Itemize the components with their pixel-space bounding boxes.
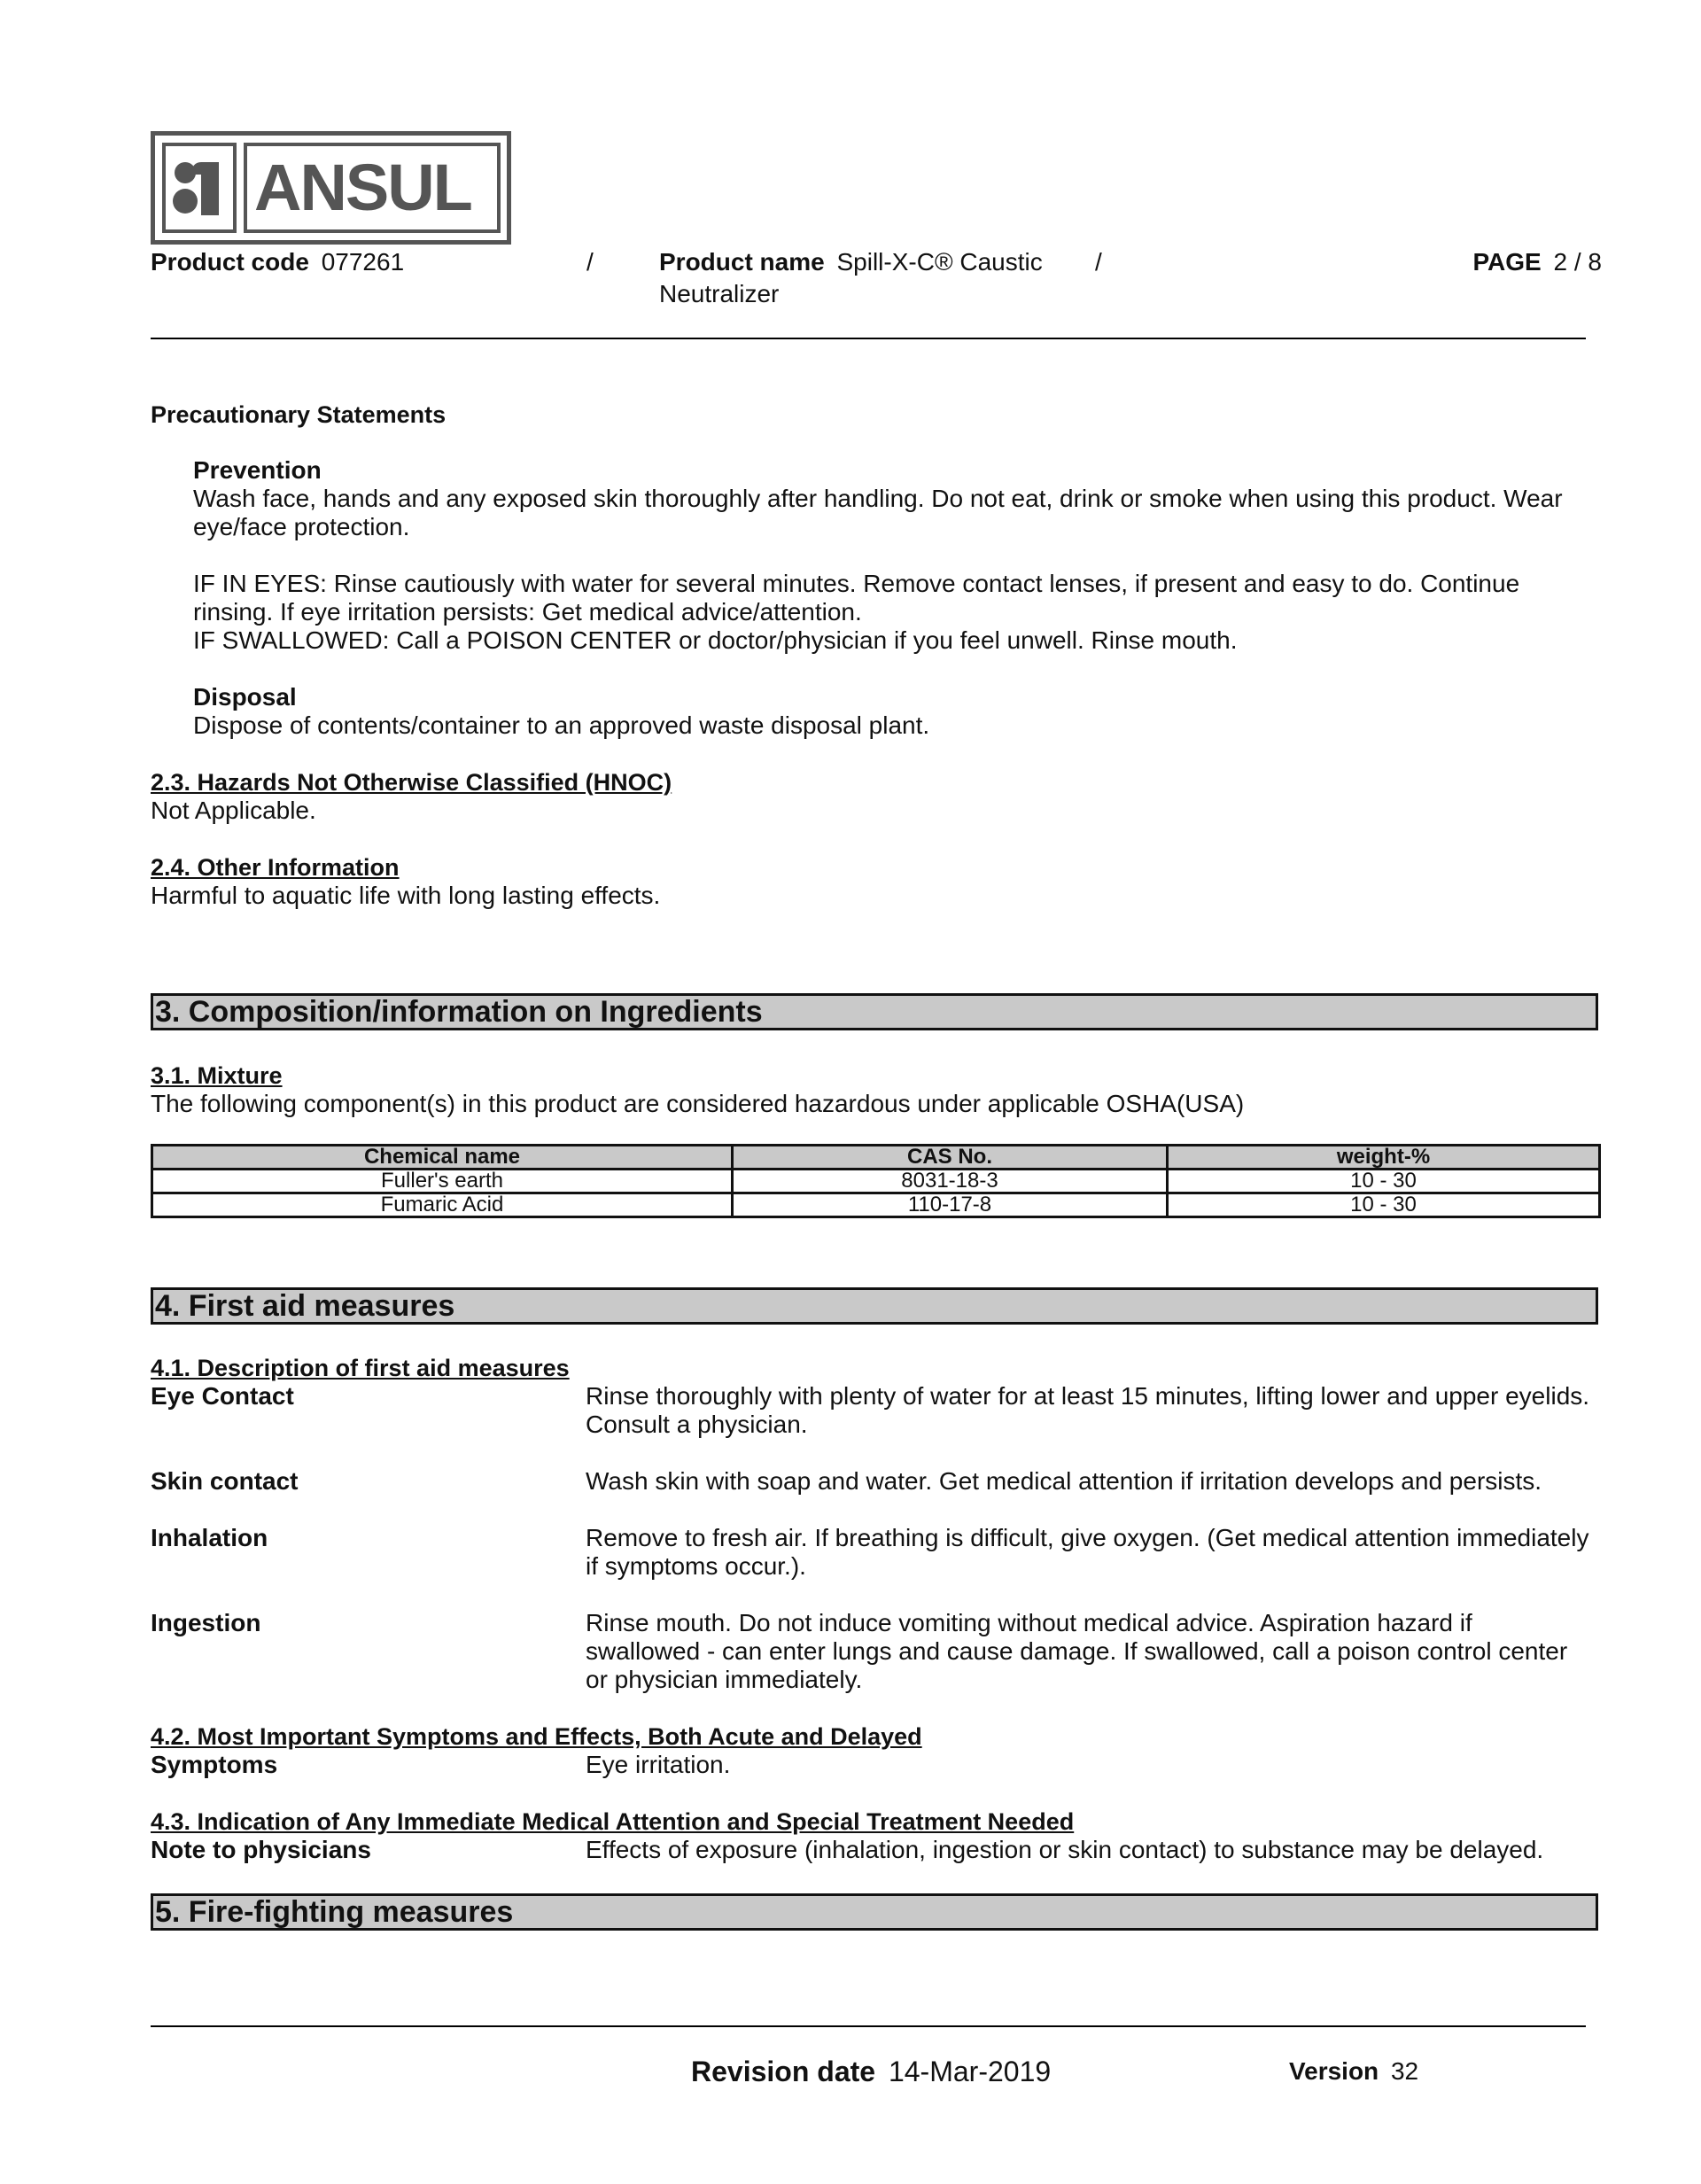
skin-contact-text: Wash skin with soap and water. Get medical attention if irritation develops and persists. [586,1467,1542,1495]
prevention-line2: eye/face protection. [193,513,410,540]
prevention-line1: Wash face, hands and any exposed skin thoroughly after handling. Do not eat, drink or smoke when using this product. Wear [193,485,1563,512]
s43-title: 4.3. Indication of Any Immediate Medical Attention and Special Treatment Needed [151,1808,1075,1835]
table-row [152,1193,1600,1217]
revision-date [691,2056,1051,2087]
eyes-line2: rinsing. If eye irritation persists: Get medical advice/attention. [193,598,862,626]
version-label: Version [1289,2057,1379,2085]
revision-date-label: Revision date [691,2056,876,2087]
swallowed-text: IF SWALLOWED: Call a POISON CENTER or doctor/physician if you feel unwell. Rinse mouth. [193,626,1238,654]
cell-cas: 110-17-8 [733,1193,1168,1217]
eye-contact-line1: Rinse thoroughly with plenty of water for at least 15 minutes, lifting lower and upper eyelids. [586,1382,1590,1410]
product-name [659,248,1043,276]
revision-date-value: 14-Mar-2019 [888,2056,1052,2087]
col-header-cas: CAS No. [733,1146,1168,1170]
product-code-label: Product code [151,248,309,276]
product-name-line2: Neutralizer [659,280,780,307]
skin-contact-label: Skin contact [151,1467,299,1495]
s31-title: 3.1. Mixture [151,1062,283,1089]
eye-contact-line2: Consult a physician. [586,1411,808,1438]
ansul-logo-text-box [244,143,501,233]
s24-text: Harmful to aquatic life with long lasting effects. [151,882,661,909]
col-header-weight: weight-% [1168,1146,1600,1170]
ansul-logo-icon [162,143,237,233]
eye-contact-label: Eye Contact [151,1382,294,1410]
version [1289,2057,1418,2086]
product-name-label: Product name [659,248,825,276]
s41-title: 4.1. Description of first aid measures [151,1355,570,1381]
disposal-title: Disposal [193,683,297,711]
s24-title: 2.4. Other Information [151,854,400,881]
section3-header: 3. Composition/information on Ingredients [151,993,1598,1030]
product-code-value: 077261 [321,248,405,276]
cell-weight: 10 - 30 [1168,1170,1600,1193]
header-separator: / [586,248,594,276]
s23-text: Not Applicable. [151,797,316,824]
ansul-logo-text: ANSUL [254,151,471,224]
ingestion-label: Ingestion [151,1609,261,1636]
precautionary-title: Precautionary Statements [151,401,447,428]
product-name-separator: / [1095,248,1102,276]
composition-table [151,1144,1601,1218]
cell-cas: 8031-18-3 [733,1170,1168,1193]
ingestion-line1: Rinse mouth. Do not induce vomiting without medical advice. Aspiration hazard if [586,1609,1472,1636]
table-row [152,1170,1600,1193]
product-name-value: Spill-X-C® Caustic [836,248,1043,276]
note-physicians-text: Effects of exposure (inhalation, ingestion or skin contact) to substance may be delayed. [586,1836,1544,1863]
ansul-logo [151,131,511,245]
symptoms-label: Symptoms [151,1751,278,1778]
inhalation-line2: if symptoms occur.). [586,1552,806,1580]
header-divider [151,338,1586,339]
ingestion-line2: swallowed - can enter lungs and cause damage. If swallowed, call a poison control center [586,1637,1568,1665]
inhalation-line1: Remove to fresh air. If breathing is difficult, give oxygen. (Get medical attention immediately [586,1524,1589,1551]
cell-weight: 10 - 30 [1168,1193,1600,1217]
note-physicians-label: Note to physicians [151,1836,371,1863]
page-number [1472,248,1602,276]
cell-chemical: Fumaric Acid [152,1193,733,1217]
s31-intro: The following component(s) in this product are considered hazardous under applicable OSHA(USA) [151,1090,1245,1117]
col-header-chemical: Chemical name [152,1146,733,1170]
inhalation-label: Inhalation [151,1524,268,1551]
cell-chemical: Fuller's earth [152,1170,733,1193]
product-code [151,248,404,276]
s42-title: 4.2. Most Important Symptoms and Effects, Both Acute and Delayed [151,1723,922,1750]
s23-title: 2.3. Hazards Not Otherwise Classified (HNOC) [151,769,672,796]
section4-header: 4. First aid measures [151,1287,1598,1325]
table-header-row [152,1146,1600,1170]
eyes-line1: IF IN EYES: Rinse cautiously with water for several minutes. Remove contact lenses, if present and easy to do. Continue [193,570,1520,597]
page-value: 2 / 8 [1553,248,1602,276]
version-value: 32 [1390,2057,1419,2085]
symptoms-text: Eye irritation. [586,1751,731,1778]
section5-header: 5. Fire-fighting measures [151,1893,1598,1931]
page-label: PAGE [1472,248,1542,276]
prevention-title: Prevention [193,456,322,484]
ingestion-line3: or physician immediately. [586,1666,863,1693]
footer-divider [151,2025,1586,2027]
disposal-text: Dispose of contents/container to an approved waste disposal plant. [193,711,930,739]
